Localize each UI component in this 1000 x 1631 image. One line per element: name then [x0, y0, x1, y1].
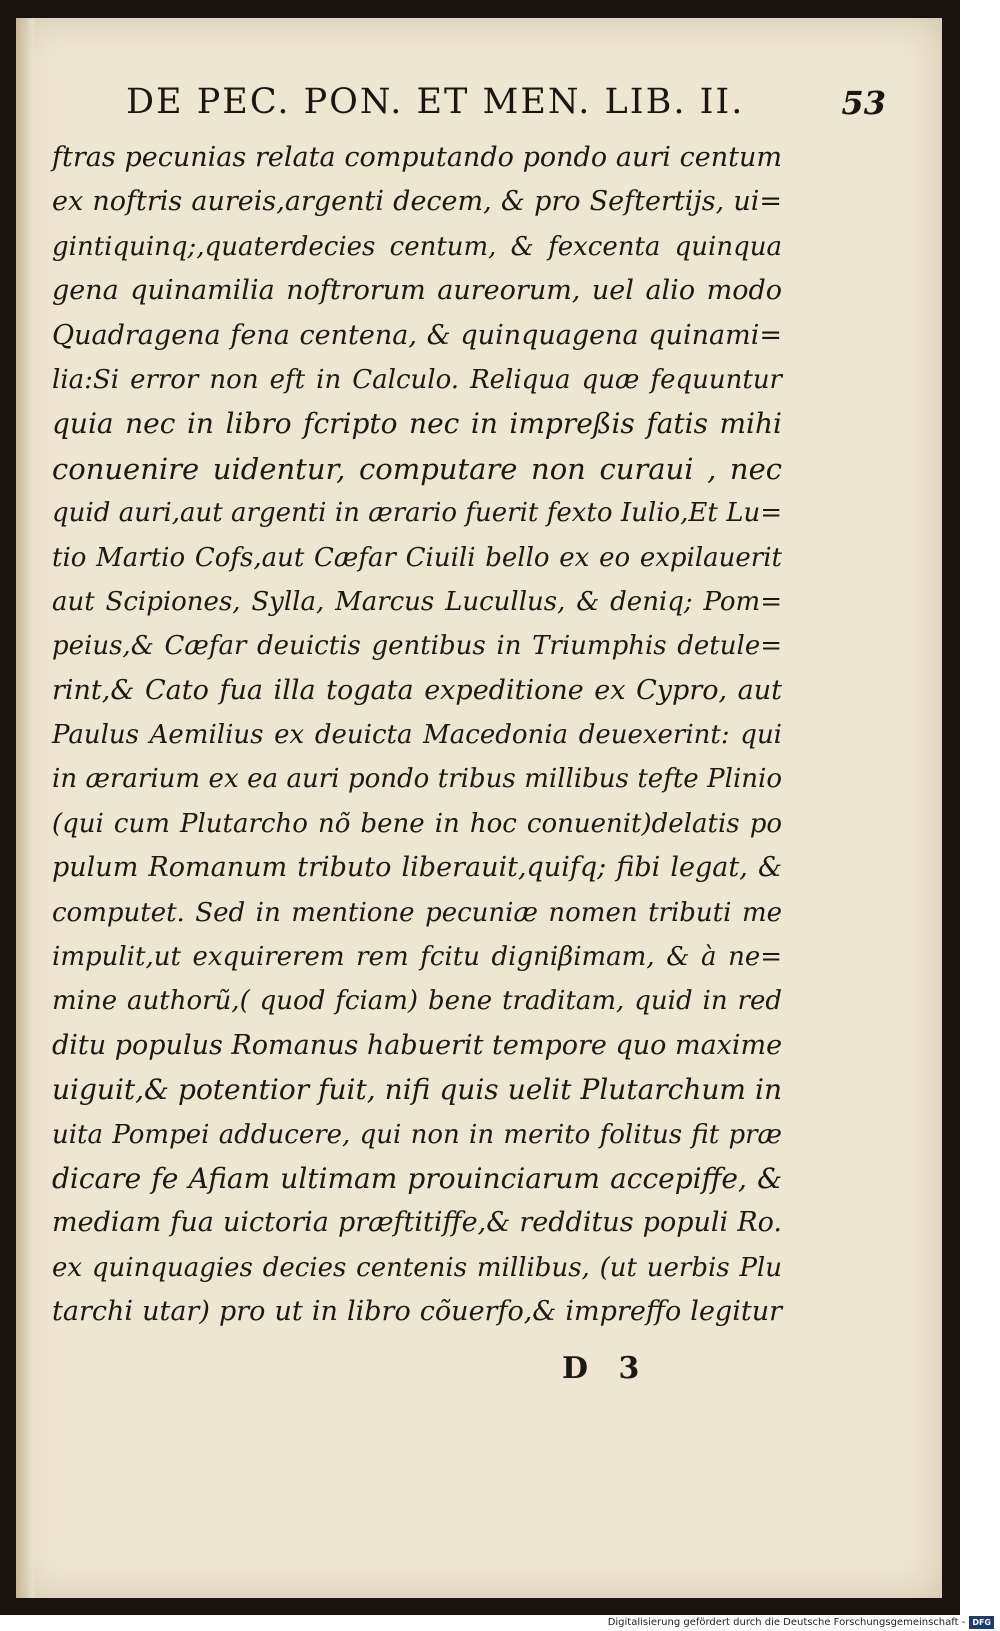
text-line: gena quinamilia noftrorum aureorum, uel alio modo	[52, 275, 782, 307]
text-line: ex quinquagies decies centenis millibus, (ut uerbis Plu	[52, 1252, 782, 1283]
running-head-title: DE PEC. PON. ET MEN. LIB. II.	[126, 82, 745, 122]
text-line: tio Martio Cofs,aut Cæfar Ciuili bello ex eo expilauerit	[52, 542, 782, 573]
book-page	[16, 18, 942, 1598]
text-line: gintiquinq;,quaterdecies centum, & fexcenta quinqua	[52, 231, 782, 262]
text-line: pulum Romanum tributo liberauit,quifq; fibi legat, &	[52, 852, 782, 884]
printer-signature-mark: D 3	[562, 1351, 650, 1386]
text-line: uiguit,& potentior fuit, nifi quis uelit Plutarchum in	[52, 1073, 782, 1107]
text-line: uita Pompei adducere, qui non in merito folitus fit præ	[52, 1119, 782, 1150]
running-head	[126, 76, 886, 136]
page-number: 53	[841, 84, 886, 122]
text-line: quid auri,aut argenti in ærario fuerit fexto Iulio,Et Lu=	[52, 498, 782, 529]
text-line: peius,& Cæfar deuictis gentibus in Triumphis detule=	[52, 631, 782, 662]
text-line: aut Scipiones, Sylla, Marcus Lucullus, & deniq; Pom=	[52, 586, 782, 617]
text-line: in ærarium ex ea auri pondo tribus millibus tefte Plinio	[52, 764, 782, 795]
text-line: Quadragena fena centena, & quinquagena quinami=	[52, 319, 782, 351]
page-gutter-shadow	[16, 18, 34, 1598]
text-line: mine authorũ,( quod fciam) bene traditam, quid in red	[52, 986, 782, 1017]
credit-text: Digitalisierung gefördert durch die Deutsche Forschungsgemeinschaft -	[607, 1616, 966, 1628]
text-line: dicare fe Afiam ultimam prouinciarum accepiffe, &	[52, 1161, 782, 1195]
text-line: (qui cum Plutarcho nõ bene in hoc conuenit)delatis po	[52, 808, 782, 839]
text-line: impulit,ut exquirerem rem fcitu digniβimam, & à ne=	[52, 942, 782, 973]
text-line: lia:Si error non eft in Calculo. Reliqua quæ fequuntur	[52, 364, 782, 395]
body-text	[52, 136, 782, 1335]
text-line: computet. Sed in mentione pecuniæ nomen tributi me	[52, 897, 782, 928]
text-line: conuenire uidentur, computare non curaui , nec	[52, 451, 782, 486]
text-line: rint,& Cato fua illa togata expeditione ex Cypro, aut	[52, 674, 782, 706]
digitization-credit	[608, 1615, 994, 1629]
text-line: Paulus Aemilius ex deuicta Macedonia deuexerint: qui	[52, 720, 782, 751]
text-line: tarchi utar) pro ut in libro cõuerfo,& impreffo legitur	[52, 1296, 782, 1328]
text-line: ex noftris aureis,argenti decem, & pro Seftertijs, ui=	[52, 186, 782, 218]
text-line: mediam fua uictoria præftitiffe,& redditus populi Ro.	[52, 1207, 782, 1239]
dfg-logo: DFG	[969, 1616, 994, 1629]
text-line: ditu populus Romanus habuerit tempore quo maxime	[52, 1029, 783, 1061]
text-line: ftras pecunias relata computando pondo auri centum	[52, 142, 782, 173]
text-line: quia nec in libro fcripto nec in impreßis fatis mihi	[52, 407, 782, 441]
